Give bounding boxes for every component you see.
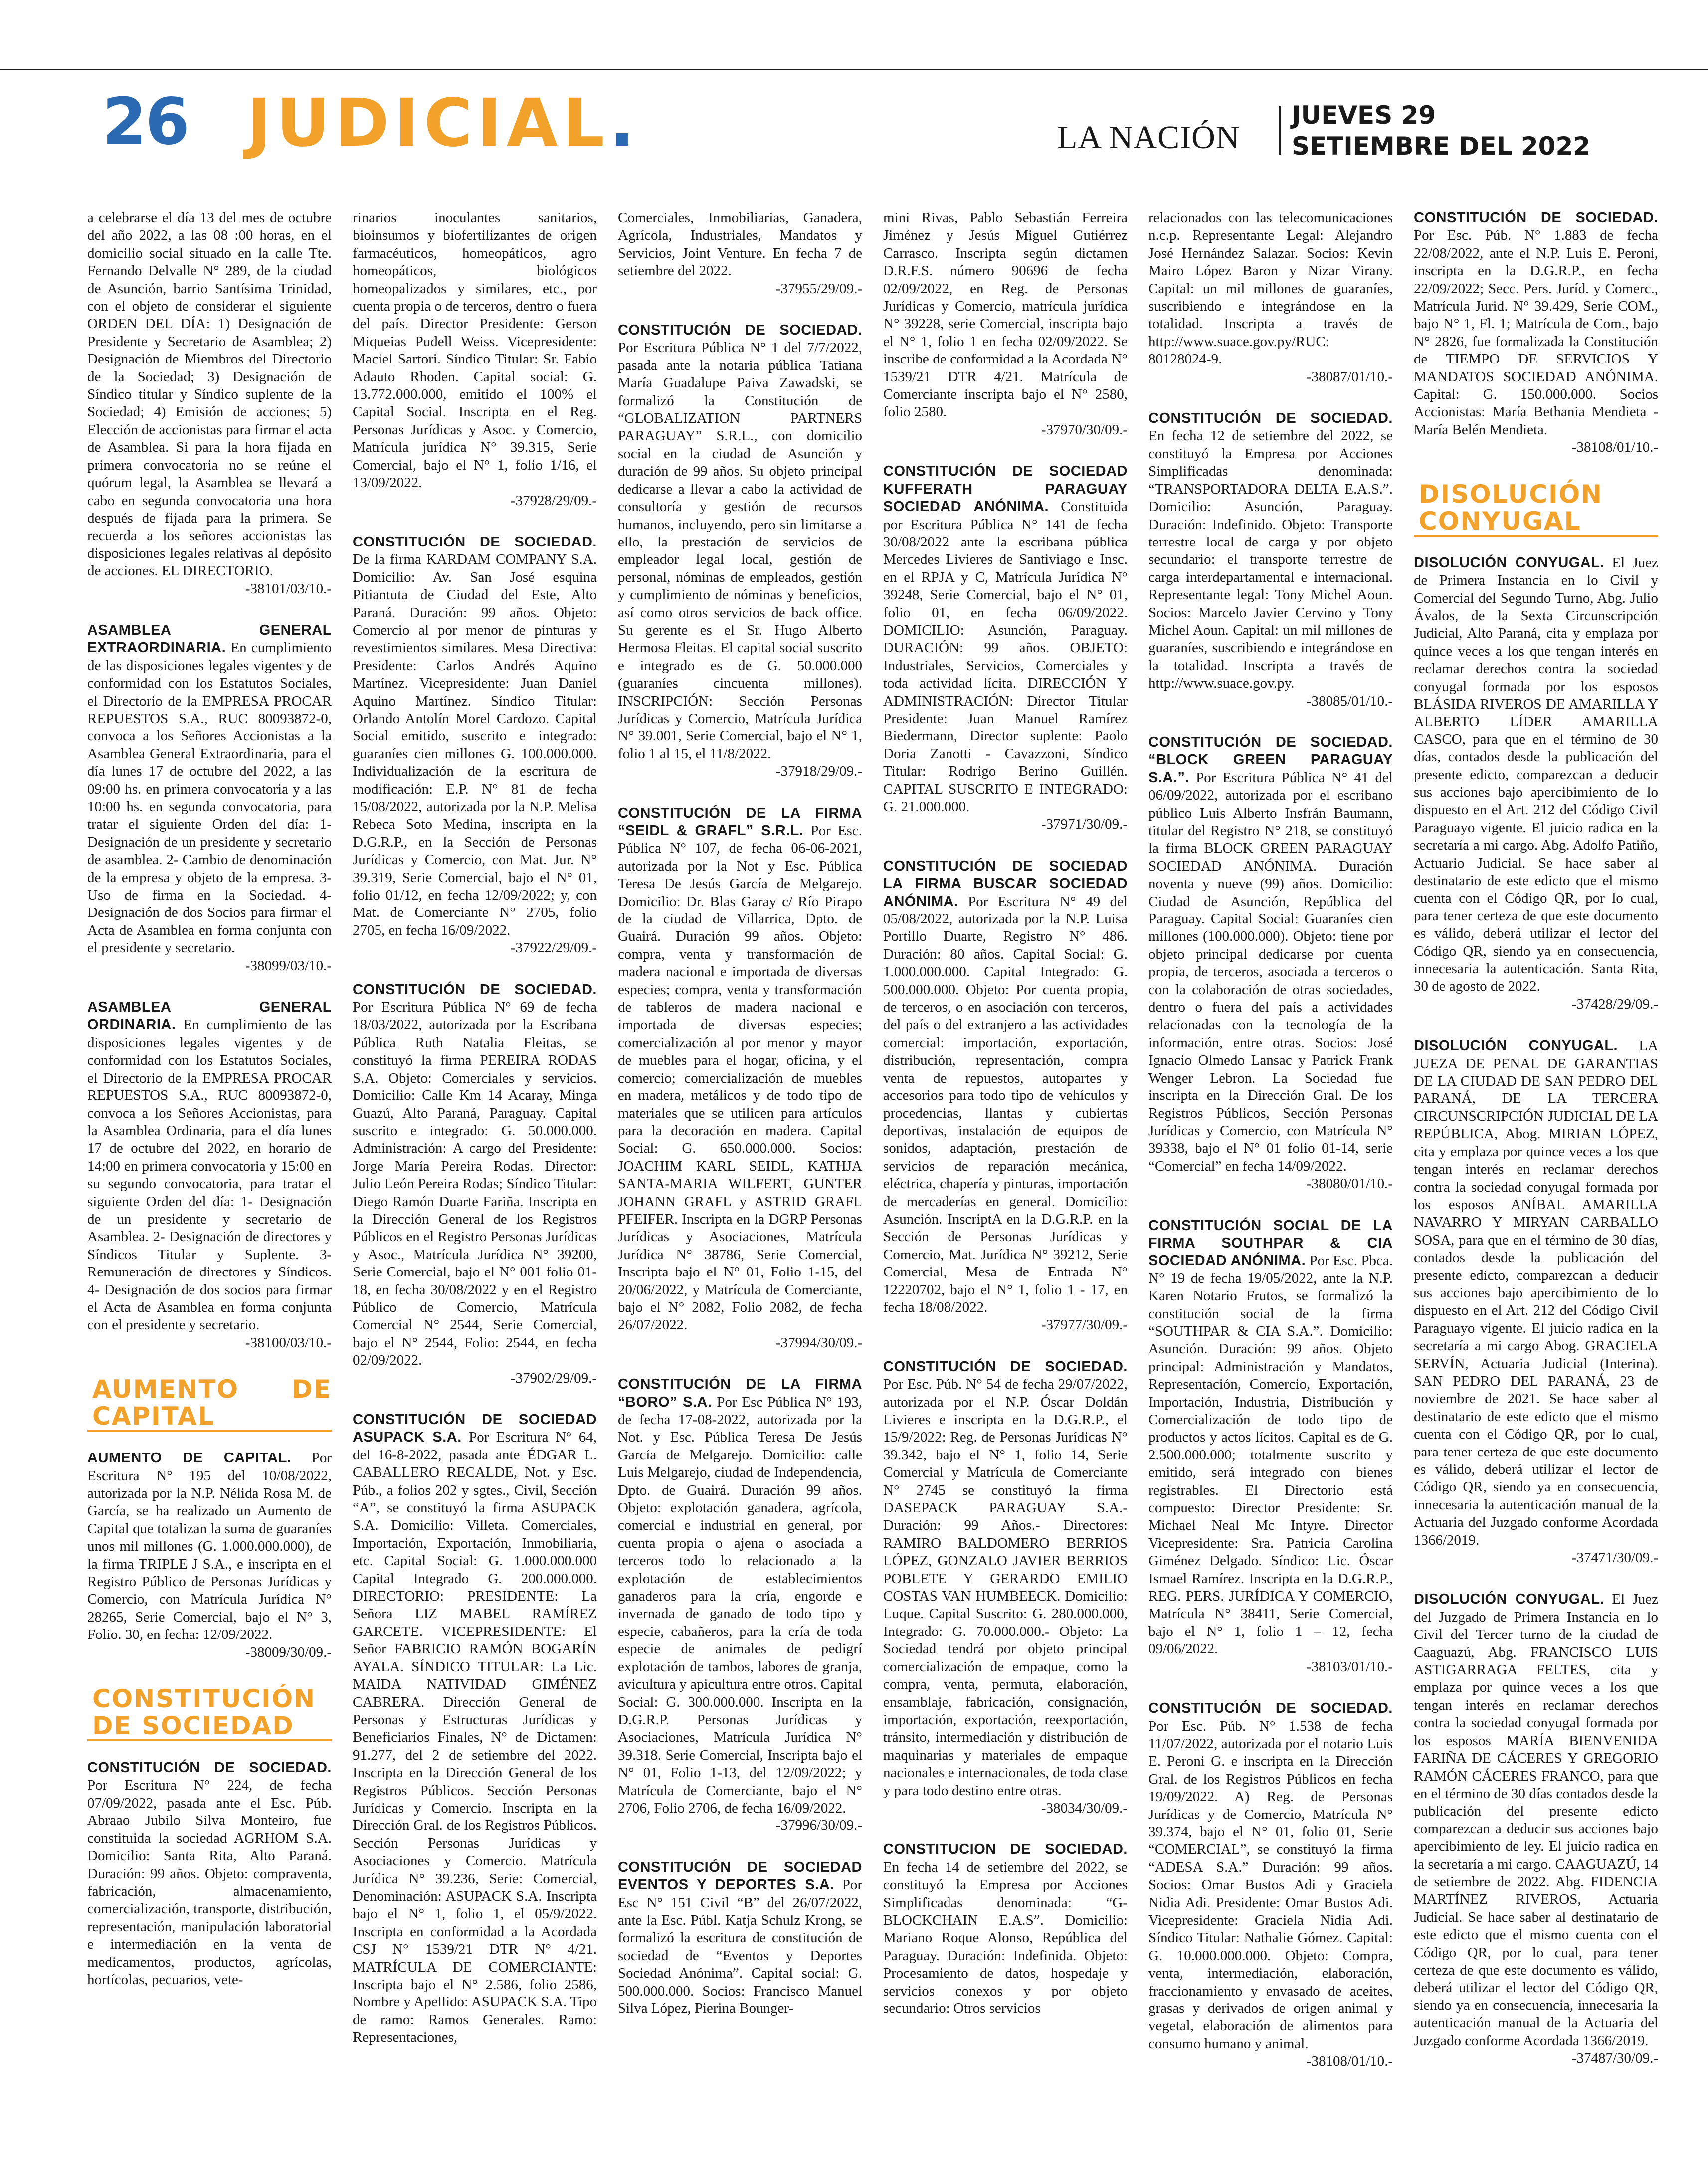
header-divider [1279,106,1281,155]
notice-body: Por Escritura Pública N° 41 del 06/09/2022, autorizada por el escribano público Luis Alberto Insfrán Baumann, titular del Registro N° 218, se constituyó la firma BLOCK GREEN PARAGUAY SOCIEDAD ANÓNIMA. Duración noventa y nueve (99) años. Domicilio: Ciudad de Asunción, República del Paraguay. Capital Social: Guaraníes cien millones (100.000.000). Objeto: tiene por objeto principal dedicarse por cuenta propia, de terceros, asociada a terceros o con la colaboración de otras sociedades, dentro o fuera del país a actividades relacionadas con la tecnología de la información, entre otras. Socios: José Ignacio Olmedo Lansac y Patrick Frank Wenger Lebron. La Sociedad fue inscripta en la Dirección Gral. De los Registros Públicos, Sección Personas Jurídicas y Comercio, con Matrícula N° 39338, bajo el N° 01 folio 01-14, serie “Comercial” en fecha 14/09/2022. [1148,769,1393,1174]
notice [87,1450,332,1661]
notice-ref: -37918/29/09.- [775,763,862,780]
notice-body: Por Esc. Púb. N° 1.883 de fecha 22/08/2022, ante el N.P. Luis E. Peroni, inscripta en la D.G.R.P., en fecha 22/09/2022; Secc. Pers. Juríd. y Comerc., Matrícula Jurid. N° 39.429, Serie COM., bajo N° 1, Fl. 1; Matrícula de Com., bajo N° 2826, fue formalizada la Constitución de TIEMPO DE SERVICIOS Y MANDATOS SOCIEDAD ANÓNIMA. Capital: G. 150.000.000. Socios Accionistas: María Bethania Mendieta - María Belén Mendieta. [1414,227,1658,438]
notice-ref: -38080/01/10.- [1306,1176,1393,1192]
notice-body: En cumplimiento de las disposiciones legales vigentes y de conformidad con los Estatutos Sociales, el Directorio de la EMPRESA PROCAR REPUESTOS S.A., RUC 80093872-0, convoca a los Señores Accionistas a la Asamblea General Extraordinaria, para el día lunes 17 de octubre del 2022, a las 09:00 hs. en primera convocatoria y a las 10:00 hs. en segunda convocatoria, para tratar el siguiente Orden del día: 1- Designación de un presidente y secretario de asamblea. 2- Cambio de denominación de la empresa y objeto de la empresa. 3- Uso de firma en la Sociedad. 4- Designación de dos Socios para firmar el Acta de Asamblea en forma conjunta con el presidente y secretario. [87,640,332,956]
notice [618,1376,862,1835]
category-heading: AUMENTO DE CAPITAL [87,1376,332,1432]
notice-lead: CONSTITUCIÓN DE SOCIEDAD. [87,1760,332,1776]
notice-ref: -37902/29/09.- [510,1370,597,1386]
notice [618,1859,862,2018]
notice-lead: CONSTITUCIÓN DE SOCIEDAD. [1148,410,1393,427]
notice-body: Por Escritura N° 195 del 10/08/2022, autorizada por la N.P. Nélida Rosa M. de García, se ha realizado un Aumento de Capital que totalizan la suma de guaraníes unos mil millones (G. 1.000.000.000), de la firma TRIPLE J S.A., e inscripta en el Registro Público de Personas Jurídicas y Comercio, con Matrícula Jurídica N° 28265, Serie Comercial, bajo el N° 3, Folio. 30, en fecha: 12/09/2022. [87,1450,332,1643]
notice-body: Por Esc. Púb. N° 1.538 de fecha 11/07/2022, autorizada por el notario Luis E. Peroni G. e inscripta en la Dirección Gral. de los Registros Públicos en fecha 19/09/2022. A) Reg. de Personas Jurídicas y de Comercio, Matrícula N° 39.374, bajo el N° 01, folio 01, Serie “COMERCIAL”, se constituyó la firma “ADESA S.A.” Duración: 99 años. Socios: Omar Bustos Adi y Graciela Nidia Adi. Presidente: Omar Bustos Adi. Vicepresidente: Graciela Nidia Adi. Síndico Titular: Nathalie Gómez. Capital: G. 10.000.000.000. Objeto: Compra, venta, intermediación, elaboración, fraccionamiento y envasado de aceites, grasas y derivados de origen animal y vegetal, elaboración de alimentos para consumo humano y animal. [1148,1718,1393,2052]
classified-columns [87,209,1658,2154]
notice-body: mini Rivas, Pablo Sebastián Ferreira Jiménez y Jesús Miguel Gutiérrez Carrasco. Inscripta según dictamen D.R.F.S. número 90696 de fecha 02/09/2022, en Reg. de Personas Jurídicas y Comercio, matrícula jurídica N° 39228, serie Comercial, inscripta bajo el N° 1, folio 1 en fecha 02/09/2022. Se inscribe de conformidad a la Acordada N° 1539/21 DTR 4/21. Matrícula de Comerciante inscripta bajo el N° 2580, folio 2580. [883,210,1128,420]
notice-ref: -38085/01/10.- [1306,693,1393,709]
notice-ref: -38103/01/10.- [1306,1658,1393,1675]
notice-ref: -38108/01/10.- [1306,2053,1393,2070]
notice [87,622,332,975]
notice-body: relacionados con las telecomunicaciones n.c.p. Representante Legal: Alejandro José Hernández Salazar. Socios: Kevin Mairo López Baron y Nizar Virany. Capital: un mil millones de guaraníes, suscribiendo e integrándose en la totalidad. Inscripta a través de http://www.suace.gov.py/RUC: 80128024-9. [1148,210,1393,367]
notice [883,858,1128,1334]
notice-lead: DISOLUCIÓN CONYUGAL. [1414,554,1605,571]
notice-body: LA JUEZA DE PENAL DE GARANTIAS DE LA CIUDAD DE SAN PEDRO DEL PARANÁ, DE LA TERCERA CIRCUNSCRIPCIÓN JUDICIAL DE LA REPÚBLICA, Abog. MIRIAN LÓPEZ, cita y emplaza por quince veces a los que tengan interés en reclamar derechos contra la sociedad conyugal formada por los esposos ANÍBAL AMARILLA NAVARRO Y MIRYAN CARBALLO SOSA, para que en el término de 30 días, contados desde la publicación del presente edicto, comparezcan a deducir sus acciones bajo apercibimiento de lo dispuesto en el Art. 212 del Código Civil Paraguayo vigente. El juicio radica en la secretaría a mi cargo Abog. GRACIELA SERVÍN, Actuaria Judicial (Interina). SAN PEDRO DEL PARANÁ, 23 de noviembre de 2021. Se hace saber al destinatario de este edicto que el mismo cuenta con el Código QR, por lo cual, para tener certeza de que este documento es válido, deberá utilizar el lector de Código QR, siendo ya en consecuencia, innecesaria la autenticación manual de la Actuaria del Juzgado conforme Acordada 1366/2019. [1414,1038,1658,1548]
notice-lead: CONSTITUCIÓN DE SOCIEDAD. “BLOCK GREEN PARAGUAY S.A.”. [1148,734,1393,786]
notice [1148,209,1393,386]
notice-lead: CONSTITUCIÓN DE SOCIEDAD KUFFERATH PARAGUAY SOCIEDAD ANÓNIMA. [883,463,1128,515]
notice-body: Por Esc. Pública N° 107, de fecha 06-06-2021, autorizada por la Not y Esc. Pública Teresa De Jesús García de Melgarejo. Domicilio: Dr. Blas Garay c/ Río Pirapo de la ciudad de Villarrica, Dpto. de Guairá. Duración 99 años. Objeto: compra, venta y transformación de madera nacional e importada de diversas especies; compra, venta y transformación de tableros de madera nacional e importada de diversas especies; comercialización al por menor y mayor de muebles para el hogar, oficina, y el comercio; comercialización de muebles en madera, metálicos y de todo tipo de materiales que se utilicen para artículos para la decoración en madera. Capital Social: G. 650.000.000. Socios: JOACHIM KARL SEIDL, KATHJA SANTA-MARIA WILFERT, GUNTER JOHANN GRAFL y ASTRID GRAFL PFEIFER. Inscripta en la DGRP Personas Jurídicas y Asociaciones, Matrícula Jurídica N° 38786, Serie Comercial, Inscripta bajo el N° 01, Folio 1-15, del 20/06/2022, y Matrícula de Comerciante, bajo el N° 2082, Folio 2082, de fecha 26/07/2022. [618,823,862,1333]
date-month-year: SETIEMBRE DEL 2022 [1292,132,1591,161]
notice-lead: CONSTITUCIÓN DE SOCIEDAD. [353,534,597,550]
notice-body: Por Escritura N° 64, del 16-8-2022, pasada ante ÉDGAR L. CABALLERO RECALDE, Not. y Esc. Púb., a folios 202 y sgtes., Civil, Sección “A”, se constituyó la firma ASUPACK S.A. Domicilio: Villeta. Comerciales, Importación, Exportación, Inmobiliaria, etc. Capital Social: G. 1.000.000.000 Capital Integrado G. 200.000.000. DIRECTORIO: PRESIDENTE: La Señora LIZ MABEL RAMÍREZ GARCETE. VICEPRESIDENTE: El Señor FABRICIO RAMÓN BOGARÍN AYALA. SÍNDICO TITULAR: La Lic. MAIDA NATIVIDAD GIMÉNEZ CABRERA. Dirección General de Personas y Estructuras Jurídicas y Beneficiarios Finales, N° de Dictamen: 91.277, del 2 de setiembre del 2022. Inscripta en la Dirección General de los Registros Públicos. Sección Personas Jurídicas y Comercio. Inscripta en la Dirección Gral. de los Registros Públicos. Sección Personas Jurídicas y Asociaciones y Comercio. Matrícula Jurídica N° 39.236, Serie: Comercial, Denominación: ASUPACK S.A. Inscripta bajo el N° 1, folio 1, el 05/9/2022. Inscripta en conformidad a la Acordada CSJ N° 1539/21 DTR N° 4/21. MATRÍCULA DE COMERCIANTE: Inscripta bajo el N° 2.586, folio 2586, Nombre y Apellido: ASUPACK S.A. Tipo de ramo: Ramos Generales. Ramo: Representaciones, [353,1429,597,2046]
notice-lead: CONSTITUCIÓN DE SOCIEDAD ASUPACK S.A. [353,1412,597,1446]
notice-body: En fecha 14 de setiembre del 2022, se constituyó la Empresa por Acciones Simplificadas denominada: “G-BLOCKCHAIN E.A.S”. Domicilio: Mariano Roque Alonso, República del Paraguay. Duración: Indefinida. Objeto: Procesamiento de datos, hospedaje y servicios conexos y por objeto secundario: Otros servicios [883,1859,1128,2016]
notice-body: rinarios inoculantes sanitarios, bioinsumos y biofertilizantes de origen farmacéuticos, homeopáticos, agro homeopáticos, biológicos homeopalizados y similares, etc., por cuenta propia o de terceros, dentro o fuera del país. Director Presidente: Gerson Miqueias Pudell Weiss. Vicepresidente: Maciel Sartori. Síndico Titular: Sr. Fabio Adauto Rhoden. Capital social: G. 13.772.000.000, emitido el 100% el Capital Social. Inscripta en el Reg. Personas Jurídicas y Asoc. y Comercio, Matrícula jurídica N° 39.315, Serie Comercial, bajo el N° 1, folio 1/16, el 13/09/2022. [353,210,597,491]
notice [87,999,332,1352]
category-heading: DISOLUCIÓN CONYUGAL [1414,481,1658,537]
notice-ref: -38087/01/10.- [1306,368,1393,385]
column-1 [87,209,332,2154]
notice-body: El Juez del Juzgado de Primera Instancia en lo Civil del Tercer turno de la ciudad de Caaguazú, Abg. FRANCISCO LUIS ASTIGARRAGA FELTES, cita y emplaza por quince veces a los que tengan interés en reclamar derechos contra la sociedad conyugal formada por los esposos MARÍA BIENVENIDA FARIÑA DE CÁCERES Y GREGORIO RAMÓN CÁCERES FRANCO, para que en el término de 30 días contados desde la publicación del presente edicto comparezcan a deducir sus acciones bajo apercibimiento de ley. El juicio radica en la secretaría a mi cargo. CAAGUAZÚ, 14 de setiembre de 2022. Abg. FIDENCIA MARTÍNEZ RIVEROS, Actuaria Judicial. Se hace saber al destinatario de este edicto que el mismo cuenta con el Código QR, por lo cual, para tener certeza de que este documento es válido, deberá utilizar el lector del Código QR, siendo ya en consecuencia, innecesaria la autenticación manual de la Actuaria del Juzgado conforme Acordada 1366/2019. [1414,1591,1658,2049]
notice-lead: CONSTITUCIÓN DE LA FIRMA “BORO” S.A. [618,1376,862,1410]
notice-lead: ASAMBLEA GENERAL EXTRAORDINARIA. [87,622,332,656]
notice-ref: -37955/29/09.- [775,280,862,297]
notice-body: Por Escritura N° 224, de fecha 07/09/2022, pasada ante el Esc. Púb. Abraao Jubilo Silva Monteiro, fue constituida la sociedad AGRHOM S.A. Domicilio: Santa Rita, Alto Paraná. Duración: 99 años. Objeto: compraventa, fabricación, almacenamiento, comercialización, transporte, distribución, representación, manipulación laboratorial e intermediación en la venta de medicamentos, productos, agrícolas, hortícolas, pecuarios, vete- [87,1777,332,1988]
notice-body: Por Escritura Pública N° 1 del 7/7/2022, pasada ante la notaria pública Tatiana María Guadalupe Paiva Zawadski, se formalizó la Constitución de “GLOBALIZATION PARTNERS PARAGUAY” S.R.L., con domicilio social en la ciudad de Asunción y duración de 99 años. Su objeto principal dedicarse a llevar a cabo la actividad de consultoría y gestión de recursos humanos, incluyendo, pero sin limitarse a ello, la prestación de servicios de empleador legal local, gestión de personal, nóminas de empleados, gestión y cumplimiento de nóminas y beneficios, así como otros servicios de back office. Su gerente es el Sr. Hugo Alberto Hermosa Fleitas. El capital social suscrito e integrado es de G. 50.000.000 (guaraníes cincuenta millones). INSCRIPCIÓN: Sección Personas Jurídicas y Comercio, Matrícula Jurídica N° 39.001, Serie Comercial, bajo el N° 1, folio 1 al 15, el 11/8/2022. [618,340,862,762]
column-5 [1148,209,1393,2154]
notice [1414,554,1658,1014]
notice-body: En fecha 12 de setiembre del 2022, se constituyó la Empresa por Acciones Simplificadas denominada: “TRANSPORTADORA DELTA E.A.S.”. Domicilio: Asunción, Paraguay. Duración: Indefinido. Objeto: Transporte terrestre local de carga y por objeto secundario: el transporte terrestre de carga interdepartamental e internacional. Representante legal: Tony Michel Aoun. Socios: Marcelo Javier Cervino y Tony Michel Aoun. Capital: un mil millones de guaraníes, suscribiendo e integrándose en la totalidad. Inscripta a través de http://www.suace.gov.py. [1148,428,1393,692]
notice-lead: DISOLUCIÓN CONYUGAL. [1414,1591,1605,1608]
notice-body: Por Esc. Pbca. N° 19 de fecha 19/05/2022, ante la N.P. Karen Notario Frutos, se formalizó la constitución social de la firma “SOUTHPAR & CIA S.A.”. Domicilio: Asunción. Duración: 99 años. Objeto principal: Administración y Mandatos, Representación, Comercio, Exportación, Importación, Industria, Distribución y Comercialización de todo tipo de productos y actos lícitos. Capital es de G. 2.500.000.000; totalmente suscrito y emitido, será integrado con bienes registrables. El Directorio está compuesto: Director Presidente: Sr. Michael Neal Mc Intyre. Director Vicepresidente: Sra. Patricia Carolina Giménez Delgado. Síndico: Lic. Óscar Ismael Ramírez. Inscripta en la D.G.R.P., REG. PERS. JURÍDICA Y COMERCIO, Matrícula N° 38411, Serie Comercial, bajo el N° 1, folio 1 – 12, fecha 09/06/2022. [1148,1253,1393,1657]
notice-ref: -37971/30/09.- [1041,816,1128,833]
notice-lead: CONSTITUCIÓN DE SOCIEDAD. [1414,210,1658,226]
notice [353,981,597,1387]
notice-body: Por Esc N° 151 Civil “B” del 26/07/2022, ante la Esc. Públ. Katja Schulz Krong, se formalizó la escritura de constitución de sociedad de “Eventos y Deportes Sociedad Anónima”. Capital social: G. 500.000.000. Socios: Francisco Manuel Silva López, Pierina Bounger- [618,1877,862,2016]
notice-body: Por Esc. Púb. N° 54 de fecha 29/07/2022, autorizada por el N.P. Óscar Doldán Livieres e inscripta en la D.G.R.P., el 15/9/2022: Reg. de Personas Jurídicas N° 39.342, bajo el N° 1, folio 14, Serie Comercial y Matrícula de Comerciante N° 2745 se constituyó la firma DASEPACK PARAGUAY S.A.- Duración: 99 Años.- Directores: RAMIRO BALDOMERO BERRIOS LÓPEZ, GONZALO JAVIER BERRIOS POBLETE Y GERARDO EMILIO COSTAS VAN HUMBEECK. Domicilio: Luque. Capital Suscrito: G. 280.000.000, Integrado: G. 70.000.000.- Objeto: La Sociedad tendrá por objeto principal comercialización de empaque, como la compra, venta, permuta, elaboración, ensamblaje, fabricación, consignación, importación, exportación, reexportación, tránsito, intermediación y distribución de maquinarias y materiales de empaque nacionales e internacionales, de toda clase y para todo destino entre otras. [883,1376,1128,1799]
notice [1148,410,1393,710]
notice [618,322,862,781]
notice-lead: CONSTITUCIÓN DE SOCIEDAD. [618,322,862,339]
notice-body: Por Escritura N° 49 del 05/08/2022, autorizada por la N.P. Luisa Portillo Duarte, Registro N° 486. Duración: 80 años. Capital Social: G. 1.000.000.000. Capital Integrado: G. 500.000.000. Objeto: Por cuenta propia, de terceros, o en asociación con terceros, del país o del extranjero a las actividades comercial: importación, exportación, distribución, representación, compra venta de repuestos, autopartes y accesorios para todo tipo de vehículos y procedencias, llantas y cubiertas deportivas, instalación de equipos de sonidos, adaptación, prestación de servicios de reparación mecánica, eléctrica, chapería y pinturas, importación de mercaderías en general. Domicilio: Asunción. InscriptA en la D.G.R.P. en la Sección de Personas Jurídicas y Comercio, Mat. Jurídica N° 39212, Serie Comercial, Mesa de Entrada N° 12220702, bajo el N° 1, folio 1 - 17, en fecha 18/08/2022. [883,893,1128,1315]
notice-body: Comerciales, Inmobiliarias, Ganadera, Agrícola, Industriales, Mandatos y Servicios, Joint Venture. En fecha 7 de setiembre del 2022. [618,210,862,279]
notice-lead: CONSTITUCIÓN DE SOCIEDAD. [883,1358,1128,1375]
notice [1148,1217,1393,1676]
notice [883,1358,1128,1817]
column-2 [353,209,597,2154]
newspaper-logo: LA NACIÓN [1057,119,1240,156]
notice-body: a celebrarse el día 13 del mes de octubre del año 2022, a las 08 :00 horas, en el domicilio social situado en la calle Tte. Fernando Delvalle N° 289, de la ciudad de Asunción, barrio Santísima Trinidad, con el objeto de considerar el siguiente ORDEN DEL DÍA: 1) Designación de Presidente y Secretario de Asamblea; 2) Designación de Miembros del Directorio de la Sociedad; 3) Designación de Síndico titular y Síndico suplente de la Sociedad; 4) Emisión de acciones; 5) Elección de accionistas para firmar el acta de Asamblea. Si para la hora fijada en primera convocatoria no se reúne el quórum legal, la Asamblea se llevará a cabo en segunda convocatoria una hora después de fijada para la primera. Se recuerda a los señores accionistas las disposiciones legales relativas al depósito de acciones. EL DIRECTORIO. [87,210,332,579]
notice-lead: CONSTITUCIÓN DE SOCIEDAD. [353,981,597,998]
notice-ref: -38101/03/10.- [245,580,332,597]
notice-ref: -37471/30/09.- [1571,1550,1658,1566]
issue-date [1292,100,1590,162]
notice [1148,1700,1393,2071]
notice-lead: AUMENTO DE CAPITAL. [87,1450,292,1466]
notice-ref: -38108/01/10.- [1571,439,1658,456]
notice-body: Constituida por Escritura Pública N° 141 de fecha 30/08/2022 ante la escribana pública Mercedes Livieres de Santiviago e Insc. en el RPJA y C, Matrícula Jurídica N° 39248, Serie Comercial, bajo el N° 01, folio 01, en fecha 06/09/2022. DOMICILIO: Asunción, Paraguay. DURACIÓN: 99 años. OBJETO: Industriales, Servicios, Comerciales y toda actividad lícita. DIRECCIÓN Y ADMINISTRACIÓN: Director Titular Presidente: Juan Manuel Ramírez Biedermann, Director suplente: Paolo Doria Zanotti - Cavazzoni, Síndico Titular: Rodrigo Berino Guillén. CAPITAL SUSCRITO E INTEGRADO: G. 21.000.000. [883,499,1128,815]
notice-ref: -37970/30/09.- [1041,421,1128,438]
notice-ref: -37977/30/09.- [1041,1317,1128,1333]
notice-ref: -37994/30/09.- [775,1334,862,1351]
notice-body: De la firma KARDAM COMPANY S.A. Domicilio: Av. San José esquina Pitiantuta de Ciudad del Este, Alto Paraná. Duración: 99 años. Objeto: Comercio al por menor de pinturas y revestimientos similares. Mesa Directiva: Presidente: Carlos Andrés Aquino Martínez. Vicepresidente: Juan Daniel Aquino Martínez. Síndico Titular: Orlando Antolín Morel Cardozo. Capital Social emitido, suscrito e integrado: guaraníes cien millones G. 100.000.000. Individualización de la escritura de modificación: E.P. N° 81 de fecha 15/08/2022, autorizada por la N.P. Melisa Rebeca Soto Medina, inscripta en la D.G.R.P., en la Sección de Personas Jurídicas y Comercio, con Mat. Jur. N° 39.319, Serie Comercial, bajo el N° 01, folio 01/12, en fecha 12/09/2022; y, con Mat. de Comerciante N° 2705, folio 2705, en fecha 16/09/2022. [353,551,597,938]
notice [883,463,1128,834]
notice-lead: ASAMBLEA GENERAL ORDINARIA. [87,999,332,1033]
notice-lead: CONSTITUCIÓN DE SOCIEDAD. [1148,1700,1393,1717]
header-rule [0,69,1708,70]
notice-ref: -38034/30/09.- [1041,1800,1128,1816]
notice-ref: -38009/30/09.- [245,1644,332,1660]
notice [1414,209,1658,457]
notice [87,1759,332,1989]
section-name: JUDICIAL [247,85,610,162]
notice-ref: -37928/29/09.- [510,492,597,509]
notice-lead: CONSTITUCIÓN DE SOCIEDAD LA FIRMA BUSCAR SOCIEDAD ANÓNIMA. [883,858,1128,909]
page-number: 26 [102,85,189,159]
notice-ref: -37922/29/09.- [510,940,597,956]
notice-ref: -37996/30/09.- [775,1817,862,1834]
notice [87,209,332,598]
section-dot: . [609,85,640,162]
date-weekday: JUEVES 29 [1292,101,1436,130]
notice-lead: CONSTITUCIÓN DE SOCIEDAD EVENTOS Y DEPORTES S.A. [618,1859,862,1893]
column-4 [883,209,1128,2154]
notice [883,209,1128,439]
notice [883,1841,1128,2017]
notice-body: Por Escritura Pública N° 69 de fecha 18/03/2022, autorizada por la Escribana Pública Ruth Natalia Fleitas, se constituyó la firma PEREIRA RODAS S.A. Objeto: Comerciales y servicios. Domicilio: Calle Km 14 Acaray, Minga Guazú, Alto Paraná, Paraguay. Capital suscrito e integrado: G. 50.000.000. Administración: A cargo del Presidente: Jorge María Pereira Rodas. Director: Julio León Pereira Rodas; Síndico Titular: Diego Ramón Duarte Fariña. Inscripta en la Dirección General de los Registros Públicos en el Registro Personas Jurídicas y Asoc., Matrícula Jurídica N° 39200, Serie Comercial, bajo el N° 001 folio 01-18, en fecha 30/08/2022 y en el Registro Público de Comercio, Matrícula Comercial N° 2544, Serie Comercial, bajo el N° 2544, Folio: 2544, en fecha 02/09/2022. [353,999,597,1369]
notice [353,1411,597,2047]
notice [1414,1591,1658,2067]
notice-ref: -37428/29/09.- [1571,996,1658,1012]
notice-body: En cumplimiento de las disposiciones legales vigentes y de conformidad con los Estatutos Sociales, el Directorio de la EMPRESA PROCAR REPUESTOS S.A., RUC 80093872-0, convoca a los Señores Accionistas, para la Asamblea Ordinaria, para el día lunes 17 de octubre del 2022, en horario de 14:00 en primera convocatoria y 15:00 en su segundo convocatoria, para tratar el siguiente Orden del día: 1- Designación de un presidente y secretario de Asamblea. 2- Designación de directores y Síndicos Titular y Suplente. 3- Remuneración de directores y Síndicos. 4- Designación de dos socios para firmar el Acta de Asamblea en forma conjunta con el presidente y secretario. [87,1017,332,1333]
category-heading: CONSTITUCIÓN DE SOCIEDAD [87,1685,332,1741]
notice-lead: CONSTITUCIÓN SOCIAL DE LA FIRMA SOUTHPAR & CIA SOCIEDAD ANÓNIMA. [1148,1217,1393,1269]
notice [1148,734,1393,1193]
section-title [247,85,639,162]
notice [618,209,862,298]
notice-lead: DISOLUCIÓN CONYUGAL. [1414,1038,1618,1054]
page-header [0,0,1708,199]
notice [353,534,597,957]
notice-ref: -37487/30/09.- [1571,2050,1658,2066]
notice-ref: -38099/03/10.- [245,957,332,974]
notice-body: Por Esc Pública N° 193, de fecha 17-08-2022, autorizada por la Not. y Esc. Pública Teresa De Jesús García de Melgarejo. Domicilio: calle Luis Melgarejo, ciudad de Independencia, Dpto. de Guairá. Duración 99 años. Objeto: explotación ganadera, agrícola, comercial e industrial en general, por cuenta propia o ajena o asociada a terceros todo lo relacionado a la explotación de establecimientos ganaderos para la cría, engorde e invernada de ganado de todo tipo y especie, cabañeros, para la cría de toda especie de animales de pedigrí explotación de tambos, labores de granja, avicultura y apicultura entre otros. Capital Social: G. 300.000.000. Inscripta en la D.G.R.P. Personas Jurídicas y Asociaciones, Matrícula Jurídica N° 39.318. Serie Comercial, Inscripta bajo el N° 01, Folio 1-13, del 12/09/2022; y Matrícula de Comerciante, bajo el N° 2706, Folio 2706, de fecha 16/09/2022. [618,1394,862,1816]
notice [353,209,597,510]
column-3 [618,209,862,2154]
notice [618,805,862,1352]
notice-lead: CONSTITUCIÓN DE LA FIRMA “SEIDL & GRAFL” S.R.L. [618,805,862,839]
notice [1414,1037,1658,1567]
notice-ref: -38100/03/10.- [245,1334,332,1351]
column-6 [1414,209,1658,2154]
notice-body: El Juez de Primera Instancia en lo Civil y Comercial del Segundo Turno, Abg. Julio Ávalos, de la Sexta Circunscripción Judicial, Alto Paraná, cita y emplaza por quince veces a los que tengan interés en reclamar derechos contra la sociedad conyugal formada por los esposos BLÁSIDA RIVEROS DE AMARILLA Y ALBERTO LÍDER AMARILLA CASCO, para que en el término de 30 días, contados desde la publicación del presente edicto, comparezcan a deducir sus acciones bajo apercibimiento de lo dispuesto en el Art. 212 del Código Civil Paraguayo vigente. El juicio radica en la secretaría a mi cargo. Abg. Adolfo Patiño, Actuario Judicial. Se hace saber al destinatario de este edicto que el mismo cuenta con el Código QR, por lo cual, para tener certeza de que este documento es válido, deberá utilizar el lector del Código QR, siendo ya en consecuencia, innecesaria la autenticación. Santa Rita, 30 de agosto de 2022. [1414,554,1658,995]
notice-lead: CONSTITUCION DE SOCIEDAD. [883,1841,1128,1858]
